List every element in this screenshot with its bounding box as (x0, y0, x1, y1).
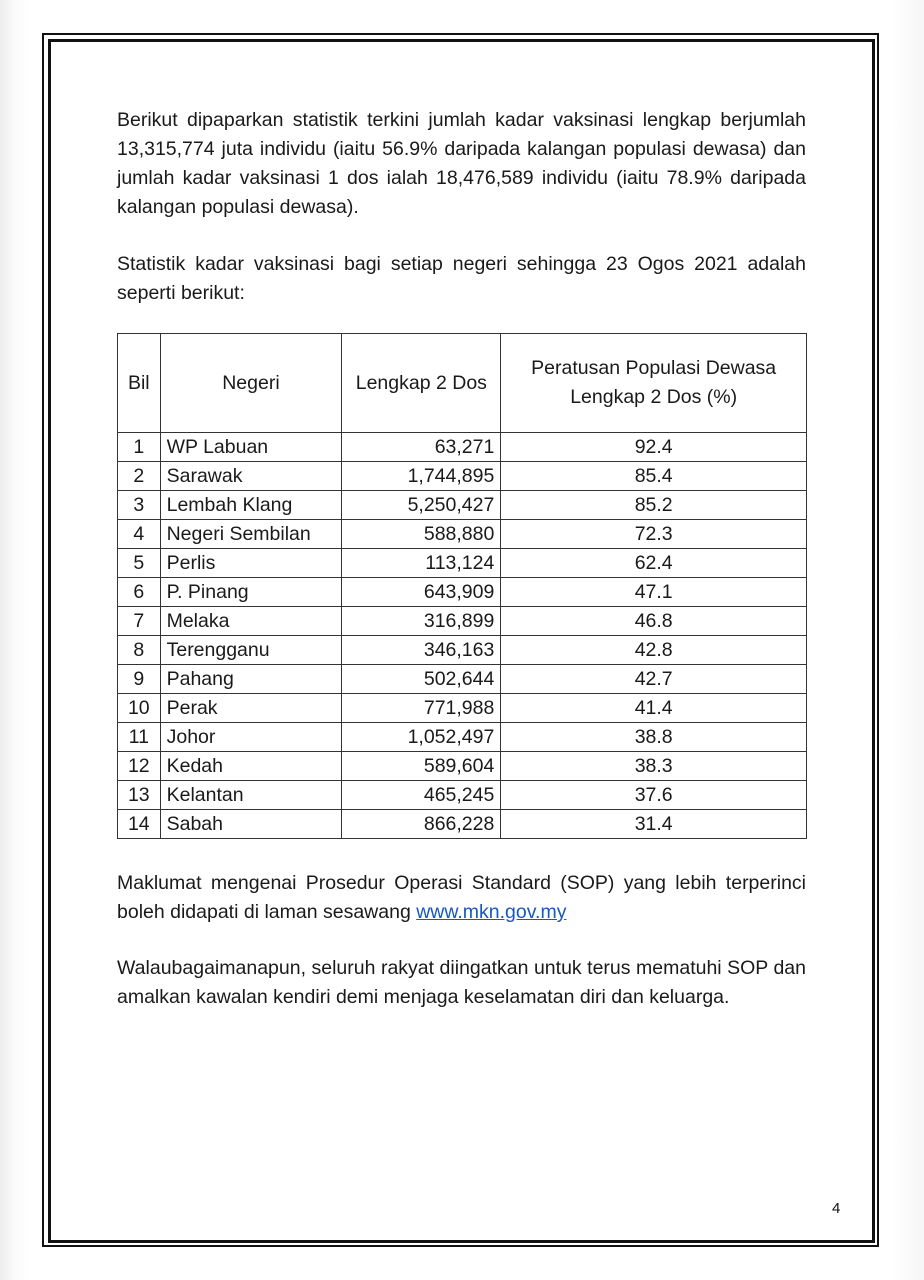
vaccination-table (117, 333, 807, 839)
cell-bil: 2 (118, 462, 161, 491)
table-header-row (118, 334, 807, 433)
sop-paragraph (117, 869, 806, 927)
cell-bil: 1 (118, 433, 161, 462)
cell-peratusan: 46.8 (501, 607, 807, 636)
cell-peratusan: 85.2 (501, 491, 807, 520)
cell-negeri: Lembah Klang (160, 491, 342, 520)
table-row (118, 607, 807, 636)
table-row (118, 549, 807, 578)
cell-peratusan: 72.3 (501, 520, 807, 549)
cell-negeri: Sabah (160, 810, 342, 839)
cell-lengkap-2-dos: 502,644 (342, 665, 501, 694)
cell-negeri: Terengganu (160, 636, 342, 665)
cell-negeri: Pahang (160, 665, 342, 694)
cell-negeri: Perak (160, 694, 342, 723)
table-row (118, 694, 807, 723)
cell-peratusan: 38.3 (501, 752, 807, 781)
cell-negeri: Kedah (160, 752, 342, 781)
cell-negeri: Sarawak (160, 462, 342, 491)
cell-lengkap-2-dos: 588,880 (342, 520, 501, 549)
cell-peratusan: 62.4 (501, 549, 807, 578)
cell-negeri: Kelantan (160, 781, 342, 810)
table-body (118, 433, 807, 839)
cell-negeri: Johor (160, 723, 342, 752)
table-row (118, 723, 807, 752)
table-row (118, 636, 807, 665)
cell-peratusan: 42.8 (501, 636, 807, 665)
cell-bil: 4 (118, 520, 161, 549)
cell-lengkap-2-dos: 1,744,895 (342, 462, 501, 491)
intro-paragraph: Berikut dipaparkan statistik terkini jumlah kadar vaksinasi lengkap berjumlah 13,315,774 juta individu (iaitu 56.9% daripada kalangan populasi dewasa) dan jumlah kadar vaksinasi 1 dos ialah 18,476,589 individu (iaitu 78.9% daripada kalangan populasi dewasa). (117, 109, 806, 218)
cell-peratusan: 41.4 (501, 694, 807, 723)
table-row (118, 781, 807, 810)
header-negeri: Negeri (160, 334, 342, 433)
mkn-website-link[interactable]: www.mkn.gov.my (416, 901, 567, 923)
statistics-intro-paragraph: Statistik kadar vaksinasi bagi setiap negeri sehingga 23 Ogos 2021 adalah seperti berikut: (117, 253, 806, 304)
sop-text: Maklumat mengenai Prosedur Operasi Standard (SOP) yang lebih terperinci boleh didapati di laman sesawang (117, 872, 806, 923)
cell-bil: 6 (118, 578, 161, 607)
cell-peratusan: 42.7 (501, 665, 807, 694)
cell-peratusan: 92.4 (501, 433, 807, 462)
cell-lengkap-2-dos: 5,250,427 (342, 491, 501, 520)
cell-lengkap-2-dos: 316,899 (342, 607, 501, 636)
header-bil: Bil (118, 334, 161, 433)
cell-bil: 11 (118, 723, 161, 752)
cell-bil: 7 (118, 607, 161, 636)
cell-lengkap-2-dos: 643,909 (342, 578, 501, 607)
cell-bil: 3 (118, 491, 161, 520)
cell-negeri: WP Labuan (160, 433, 342, 462)
page-number: 4 (832, 1200, 841, 1217)
table-row (118, 752, 807, 781)
header-peratusan: Peratusan Populasi Dewasa Lengkap 2 Dos (%) (501, 334, 807, 433)
cell-peratusan: 47.1 (501, 578, 807, 607)
cell-negeri: Melaka (160, 607, 342, 636)
cell-peratusan: 38.8 (501, 723, 807, 752)
cell-bil: 8 (118, 636, 161, 665)
table-row (118, 520, 807, 549)
cell-bil: 12 (118, 752, 161, 781)
cell-bil: 9 (118, 665, 161, 694)
cell-lengkap-2-dos: 465,245 (342, 781, 501, 810)
cell-lengkap-2-dos: 63,271 (342, 433, 501, 462)
cell-bil: 14 (118, 810, 161, 839)
cell-lengkap-2-dos: 866,228 (342, 810, 501, 839)
table-row (118, 433, 807, 462)
cell-peratusan: 37.6 (501, 781, 807, 810)
header-lengkap-2-dos: Lengkap 2 Dos (342, 334, 501, 433)
closing-paragraph: Walaubagaimanapun, seluruh rakyat diingatkan untuk terus mematuhi SOP dan amalkan kawalan kendiri demi menjaga keselamatan diri dan keluarga. (117, 957, 806, 1008)
cell-lengkap-2-dos: 589,604 (342, 752, 501, 781)
cell-lengkap-2-dos: 113,124 (342, 549, 501, 578)
cell-peratusan: 31.4 (501, 810, 807, 839)
cell-lengkap-2-dos: 1,052,497 (342, 723, 501, 752)
cell-peratusan: 85.4 (501, 462, 807, 491)
table-row (118, 491, 807, 520)
cell-negeri: P. Pinang (160, 578, 342, 607)
cell-lengkap-2-dos: 346,163 (342, 636, 501, 665)
cell-bil: 10 (118, 694, 161, 723)
cell-bil: 5 (118, 549, 161, 578)
cell-negeri: Perlis (160, 549, 342, 578)
cell-bil: 13 (118, 781, 161, 810)
table-row (118, 810, 807, 839)
cell-lengkap-2-dos: 771,988 (342, 694, 501, 723)
cell-negeri: Negeri Sembilan (160, 520, 342, 549)
table-row (118, 665, 807, 694)
table-row (118, 462, 807, 491)
table-row (118, 578, 807, 607)
